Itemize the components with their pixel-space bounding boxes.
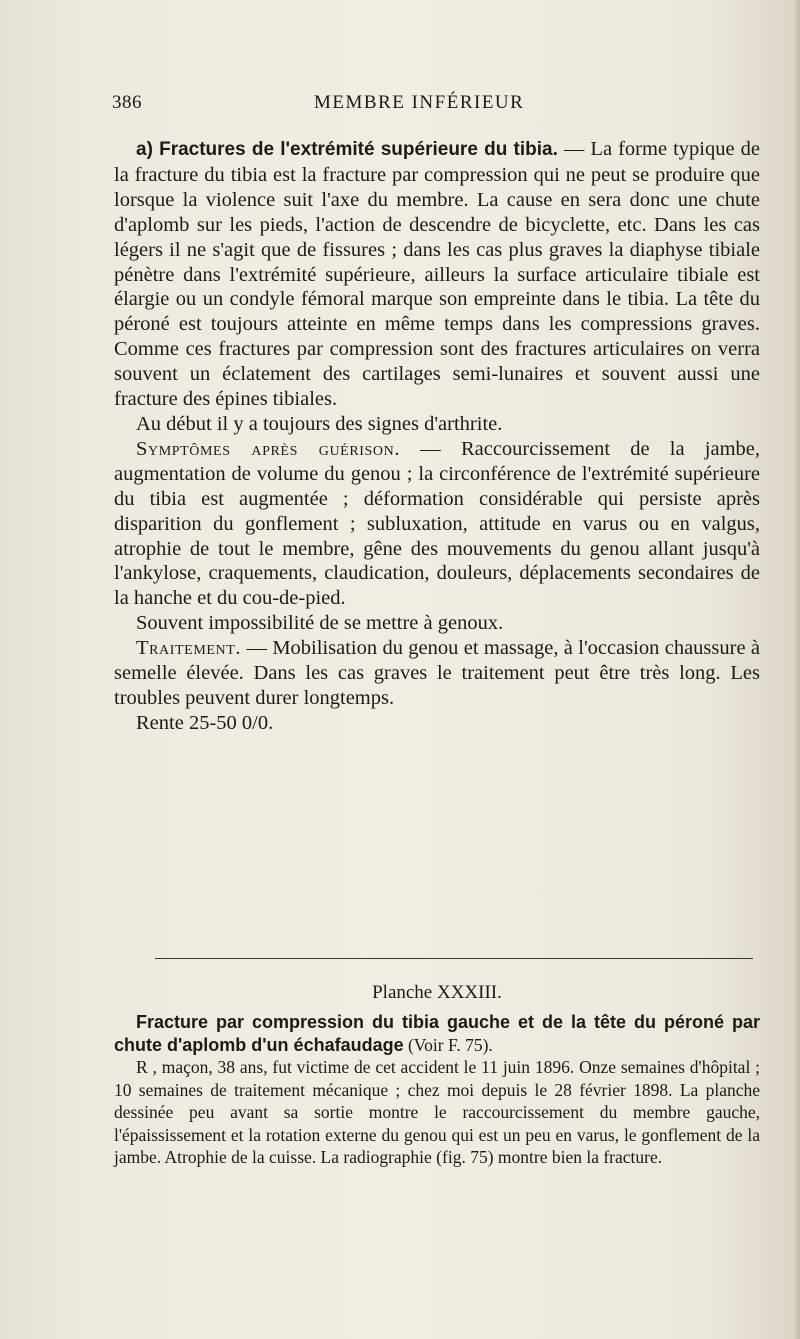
section-a-paragraph-2: Au début il y a toujours des signes d'arthrite. [136,412,503,435]
symptoms-label: Symptômes après guérison. [136,437,401,460]
main-text [114,137,760,736]
page-header [112,92,760,116]
plate-title: Planche XXXIII. [372,982,502,1003]
running-title: MEMBRE INFÉRIEUR [314,92,525,113]
caption-heading: Fracture par compression du tibia gauche et de la tête du péroné par chute d'aplomb d'un échafaudage [114,1012,760,1055]
plate-caption [114,1011,760,1169]
rente-line: Rente 25-50 0/0. [136,711,274,734]
page-number: 386 [112,92,142,113]
symptoms-paragraph [114,437,760,611]
section-a-text: — La forme typique de la fracture du tibia est la fracture par compression qui ne peut se produire que lorsque la violence suit l'axe du membre. La cause en sera donc une chute d'aplomb sur les pieds, l'action de descendre de bicyclette, etc. Dans les cas légers il ne s'agit que de fissures ; dans les cas plus graves la diaphyse tibiale pénètre dans l'extrémité supérieure, ailleurs la surface articulaire tibiale est élargie ou un condyle fémoral marque son empreinte dans le tibia. La tête du péroné est toujours atteinte en même temps dans les compressions graves. Comme ces fractures par compression sont des fractures articulaires on verra souvent un éclatement des cartilages semi-lunaires et souvent aussi une fracture des épines tibiales. [114,138,760,411]
caption-reference: (Voir F. 75). [403,1034,493,1055]
caption-heading-paragraph [114,1011,760,1056]
treatment-paragraph [114,636,760,711]
symptoms-text: — Raccourcissement de la jambe, augmentation de volume du genou ; la circonférence de l'extrémité supérieure du tibia est augmentée ; déformation considérable qui persiste après disparition du gonflement ; subluxation, attitude en varus ou en valgus, atrophie de tout le membre, gêne des mouvements du genou allant jusqu'à l'ankylose, craquements, claudication, douleurs, déplacements secondaires de la hanche et du cou-de-pied. [114,437,761,610]
treatment-label: Traitement. [136,637,242,660]
page-edge [794,0,800,1339]
divider-rule [155,958,753,959]
treatment-text: — Mobilisation du genou et massage, à l'occasion chaussure à semelle élevée. Dans les cas graves le traitement peut être très long. Les troubles peuvent durer longtemps. [114,637,760,709]
section-a-paragraph [114,137,760,412]
section-a-heading: a) Fractures de l'extrémité supérieure du tibia. [136,139,558,160]
caption-text: R , maçon, 38 ans, fut victime de cet accident le 11 juin 1896. Onze semaines d'hôpital ; 10 semaines de traitement mécanique ; chez moi depuis le 28 février 1898. La planche dessinée peu avant sa sortie montre le raccourcissement du membre gauche, l'épaississement et la rotation externe du genou qui est un peu en varus, le gonflement de la jambe. Atrophie de la cuisse. La radiographie (fig. 75) montre bien la fracture. [114,1057,760,1167]
symptoms-paragraph-2: Souvent impossibilité de se mettre à genoux. [136,612,504,635]
